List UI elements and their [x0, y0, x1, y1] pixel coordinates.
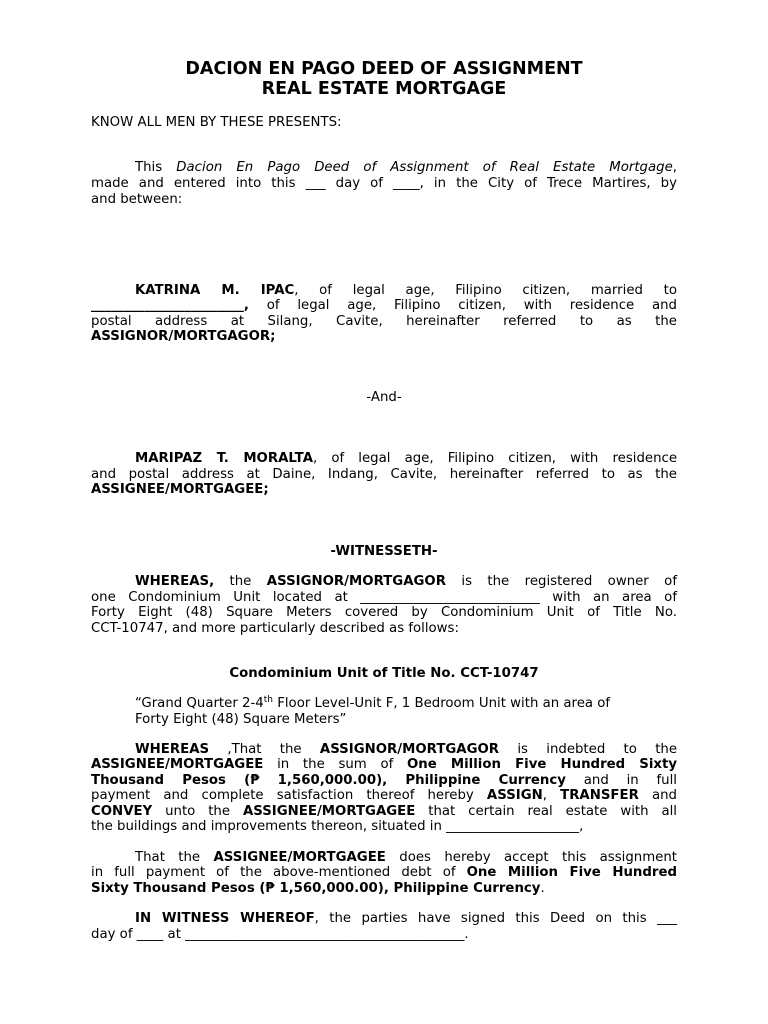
whereas1-line-4: CCT-10747, and more particularly described as follows:	[91, 621, 459, 636]
that-line-2: in full payment of the above-mentioned debt of One Million Five Hundred	[91, 865, 677, 880]
intro-line-2: made and entered into this ___ day of ____, in the City of Trece Martires, by	[91, 176, 677, 191]
document-title-line-2: REAL ESTATE MORTGAGE	[261, 79, 507, 99]
whereas1-line-1: WHEREAS, the ASSIGNOR/MORTGAGOR is the registered owner of	[135, 574, 677, 589]
assignor-name: KATRINA M. IPAC	[135, 283, 295, 298]
witnesseth-heading: -WITNESSETH-	[330, 544, 438, 559]
whereas2-line-5: CONVEY unto the ASSIGNEE/MORTGAGEE that certain real estate with all	[91, 804, 677, 819]
witness-line-2: day of ____ at __________________________________________.	[91, 927, 469, 942]
assignor-line-1: KATRINA M. IPAC, of legal age, Filipino citizen, married to	[135, 283, 677, 298]
and-separator: -And-	[366, 390, 402, 405]
assignee-line-2: and postal address at Daine, Indang, Cavite, hereinafter referred to as the	[91, 467, 677, 482]
whereas1-line-3: Forty Eight (48) Square Meters covered by Condominium Unit of Title No.	[91, 605, 677, 620]
know-all-men-heading: KNOW ALL MEN BY THESE PRESENTS:	[91, 115, 342, 130]
assignor-role: ASSIGNOR/MORTGAGOR;	[91, 329, 276, 344]
unit-heading: Condominium Unit of Title No. CCT-10747	[229, 666, 539, 681]
that-line-3: Sixty Thousand Pesos (₱ 1,560,000.00), Philippine Currency.	[91, 881, 545, 896]
assignee-line-1: MARIPAZ T. MORALTA, of legal age, Filipino citizen, with residence	[135, 451, 677, 466]
unit-desc-line-1: “Grand Quarter 2-4th Floor Level-Unit F, 1 Bedroom Unit with an area of	[135, 695, 611, 711]
assignee-name: MARIPAZ T. MORALTA	[135, 451, 313, 466]
spouse-blank: _______________________,	[91, 298, 249, 313]
whereas2-line-4: payment and complete satisfaction thereof hereby ASSIGN, TRANSFER and	[91, 788, 677, 803]
that-line-1: That the ASSIGNEE/MORTGAGEE does hereby accept this assignment	[135, 850, 677, 865]
whereas1-line-2: one Condominium Unit located at ___________________________ with an area of	[91, 590, 677, 605]
witness-line-1: IN WITNESS WHEREOF, the parties have signed this Deed on this ___	[135, 911, 677, 926]
assignee-role: ASSIGNEE/MORTGAGEE;	[91, 482, 269, 497]
intro-line-3: and between:	[91, 192, 183, 207]
assignor-line-3: postal address at Silang, Cavite, hereinafter referred to as the	[91, 314, 677, 329]
intro-line-1: This Dacion En Pago Deed of Assignment of Real Estate Mortgage,	[135, 160, 677, 175]
unit-desc-line-2: Forty Eight (48) Square Meters”	[135, 712, 347, 727]
assignor-line-2: _______________________, of legal age, Filipino citizen, with residence and	[91, 298, 677, 313]
whereas2-line-3: Thousand Pesos (₱ 1,560,000.00), Philippine Currency and in full	[91, 773, 677, 788]
whereas2-line-2: ASSIGNEE/MORTGAGEE in the sum of One Million Five Hundred Sixty	[91, 757, 678, 772]
whereas2-line-6: the buildings and improvements thereon, situated in ____________________,	[91, 819, 584, 834]
whereas2-line-1: WHEREAS ,That the ASSIGNOR/MORTGAGOR is indebted to the	[135, 742, 678, 757]
document-title-line-1: DACION EN PAGO DEED OF ASSIGNMENT	[185, 59, 583, 79]
deed-name: Dacion En Pago Deed of Assignment of Real Estate Mortgage	[176, 160, 673, 175]
